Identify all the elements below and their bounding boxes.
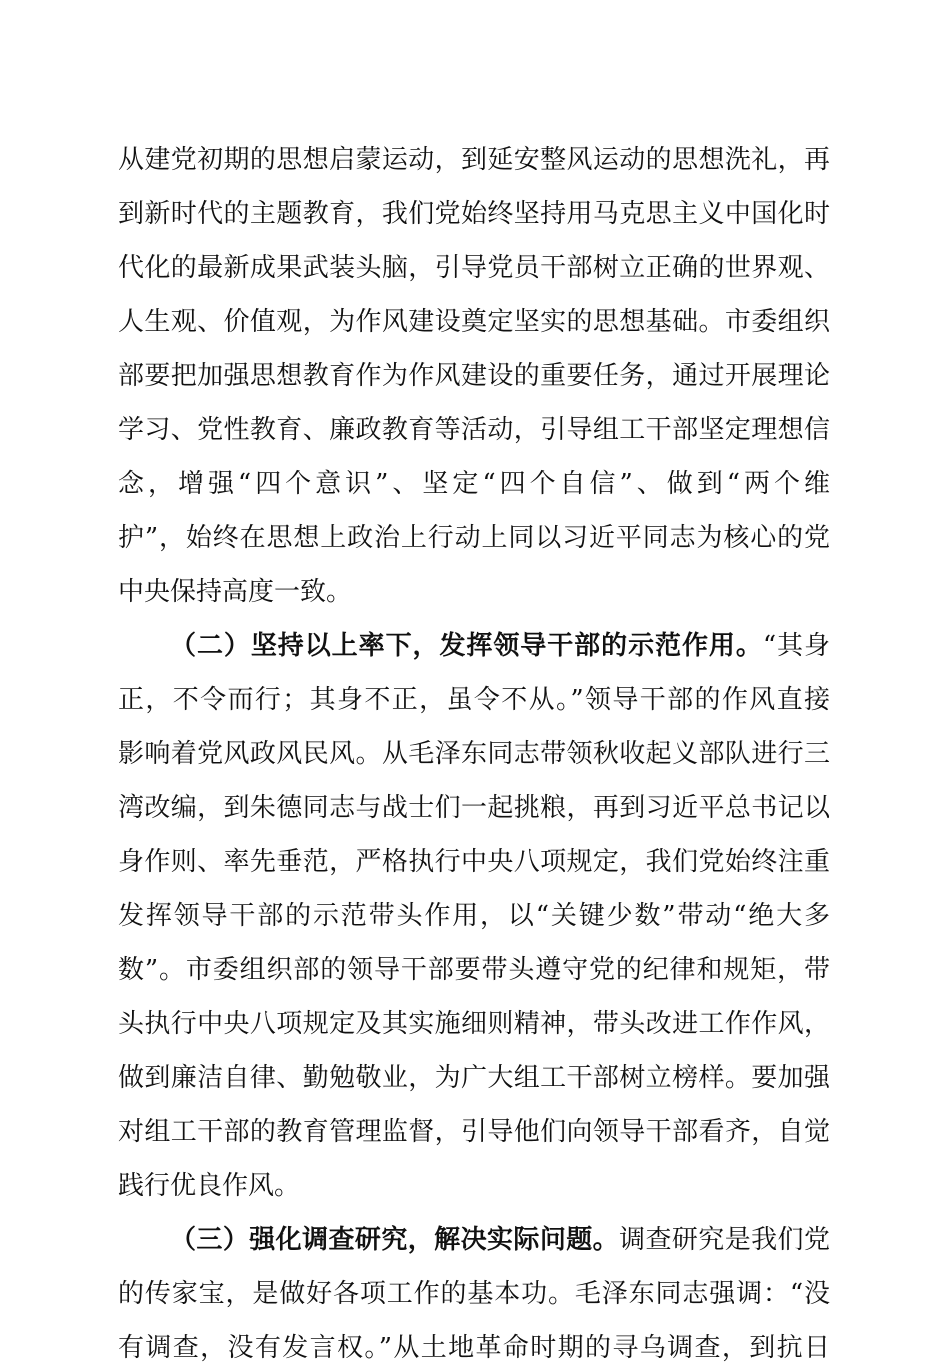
- paragraph-2-line-10: 践行优良作风。: [118, 1171, 301, 1201]
- paragraph-3-first-line: [170, 1216, 830, 1264]
- paragraph-2-line-5: 发挥领导干部的示范带头作用，以“关键少数”带动“绝大多: [118, 901, 830, 931]
- paragraph-1-line-4: 人生观、价值观，为作风建设奠定坚实的思想基础。市委组织: [118, 307, 830, 337]
- paragraph-2-line-6: 数”。市委组织部的领导干部要带头遵守党的纪律和规矩，带: [118, 955, 830, 985]
- paragraph-1-line-6: 学习、党性教育、廉政教育等活动，引导组工干部坚定理想信: [118, 415, 830, 445]
- paragraph-2-first-line-text: “其身: [762, 631, 830, 661]
- paragraph-3-line-2: 有调查，没有发言权。”从土地革命时期的寻乌调查，到抗日: [118, 1333, 830, 1363]
- paragraph-1-line-1: 从建党初期的思想启蒙运动，到延安整风运动的思想洗礼，再: [118, 145, 830, 175]
- paragraph-2-line-3: 湾改编，到朱德同志与战士们一起挑粮，再到习近平总书记以: [118, 793, 830, 823]
- paragraph-3-line-1: 的传家宝，是做好各项工作的基本功。毛泽东同志强调：“没: [118, 1279, 830, 1309]
- section-heading-2: （二）坚持以上率下，发挥领导干部的示范作用。: [170, 631, 763, 661]
- paragraph-2-line-7: 头执行中央八项规定及其实施细则精神，带头改进工作作风，: [118, 1009, 830, 1039]
- paragraph-1-line-9: 中央保持高度一致。: [118, 577, 353, 607]
- paragraph-2-line-1: 正，不令而行；其身不正，虽令不从。”领导干部的作风直接: [118, 685, 830, 715]
- paragraph-2-line-8: 做到廉洁自律、勤勉敬业，为广大组工干部树立榜样。要加强: [118, 1063, 830, 1093]
- paragraph-2-line-2: 影响着党风政风民风。从毛泽东同志带领秋收起义部队进行三: [118, 739, 830, 769]
- paragraph-2-first-line: [170, 622, 830, 670]
- paragraph-1-line-7: 念，增强“四个意识”、坚定“四个自信”、做到“两个维: [118, 469, 830, 499]
- section-heading-3: （三）强化调查研究，解决实际问题。: [170, 1225, 620, 1255]
- paragraph-2-line-4: 身作则、率先垂范，严格执行中央八项规定，我们党始终注重: [118, 847, 830, 877]
- paragraph-1-line-5: 部要把加强思想教育作为作风建设的重要任务，通过开展理论: [118, 361, 830, 391]
- paragraph-1-line-8: 护”，始终在思想上政治上行动上同以习近平同志为核心的党: [118, 523, 830, 553]
- paragraph-2-line-9: 对组工干部的教育管理监督，引导他们向领导干部看齐，自觉: [118, 1117, 830, 1147]
- paragraph-1-line-3: 代化的最新成果武装头脑，引导党员干部树立正确的世界观、: [118, 253, 830, 283]
- paragraph-3-first-line-text: 调查研究是我们党: [619, 1225, 830, 1255]
- paragraph-1-line-2: 到新时代的主题教育，我们党始终坚持用马克思主义中国化时: [118, 199, 830, 229]
